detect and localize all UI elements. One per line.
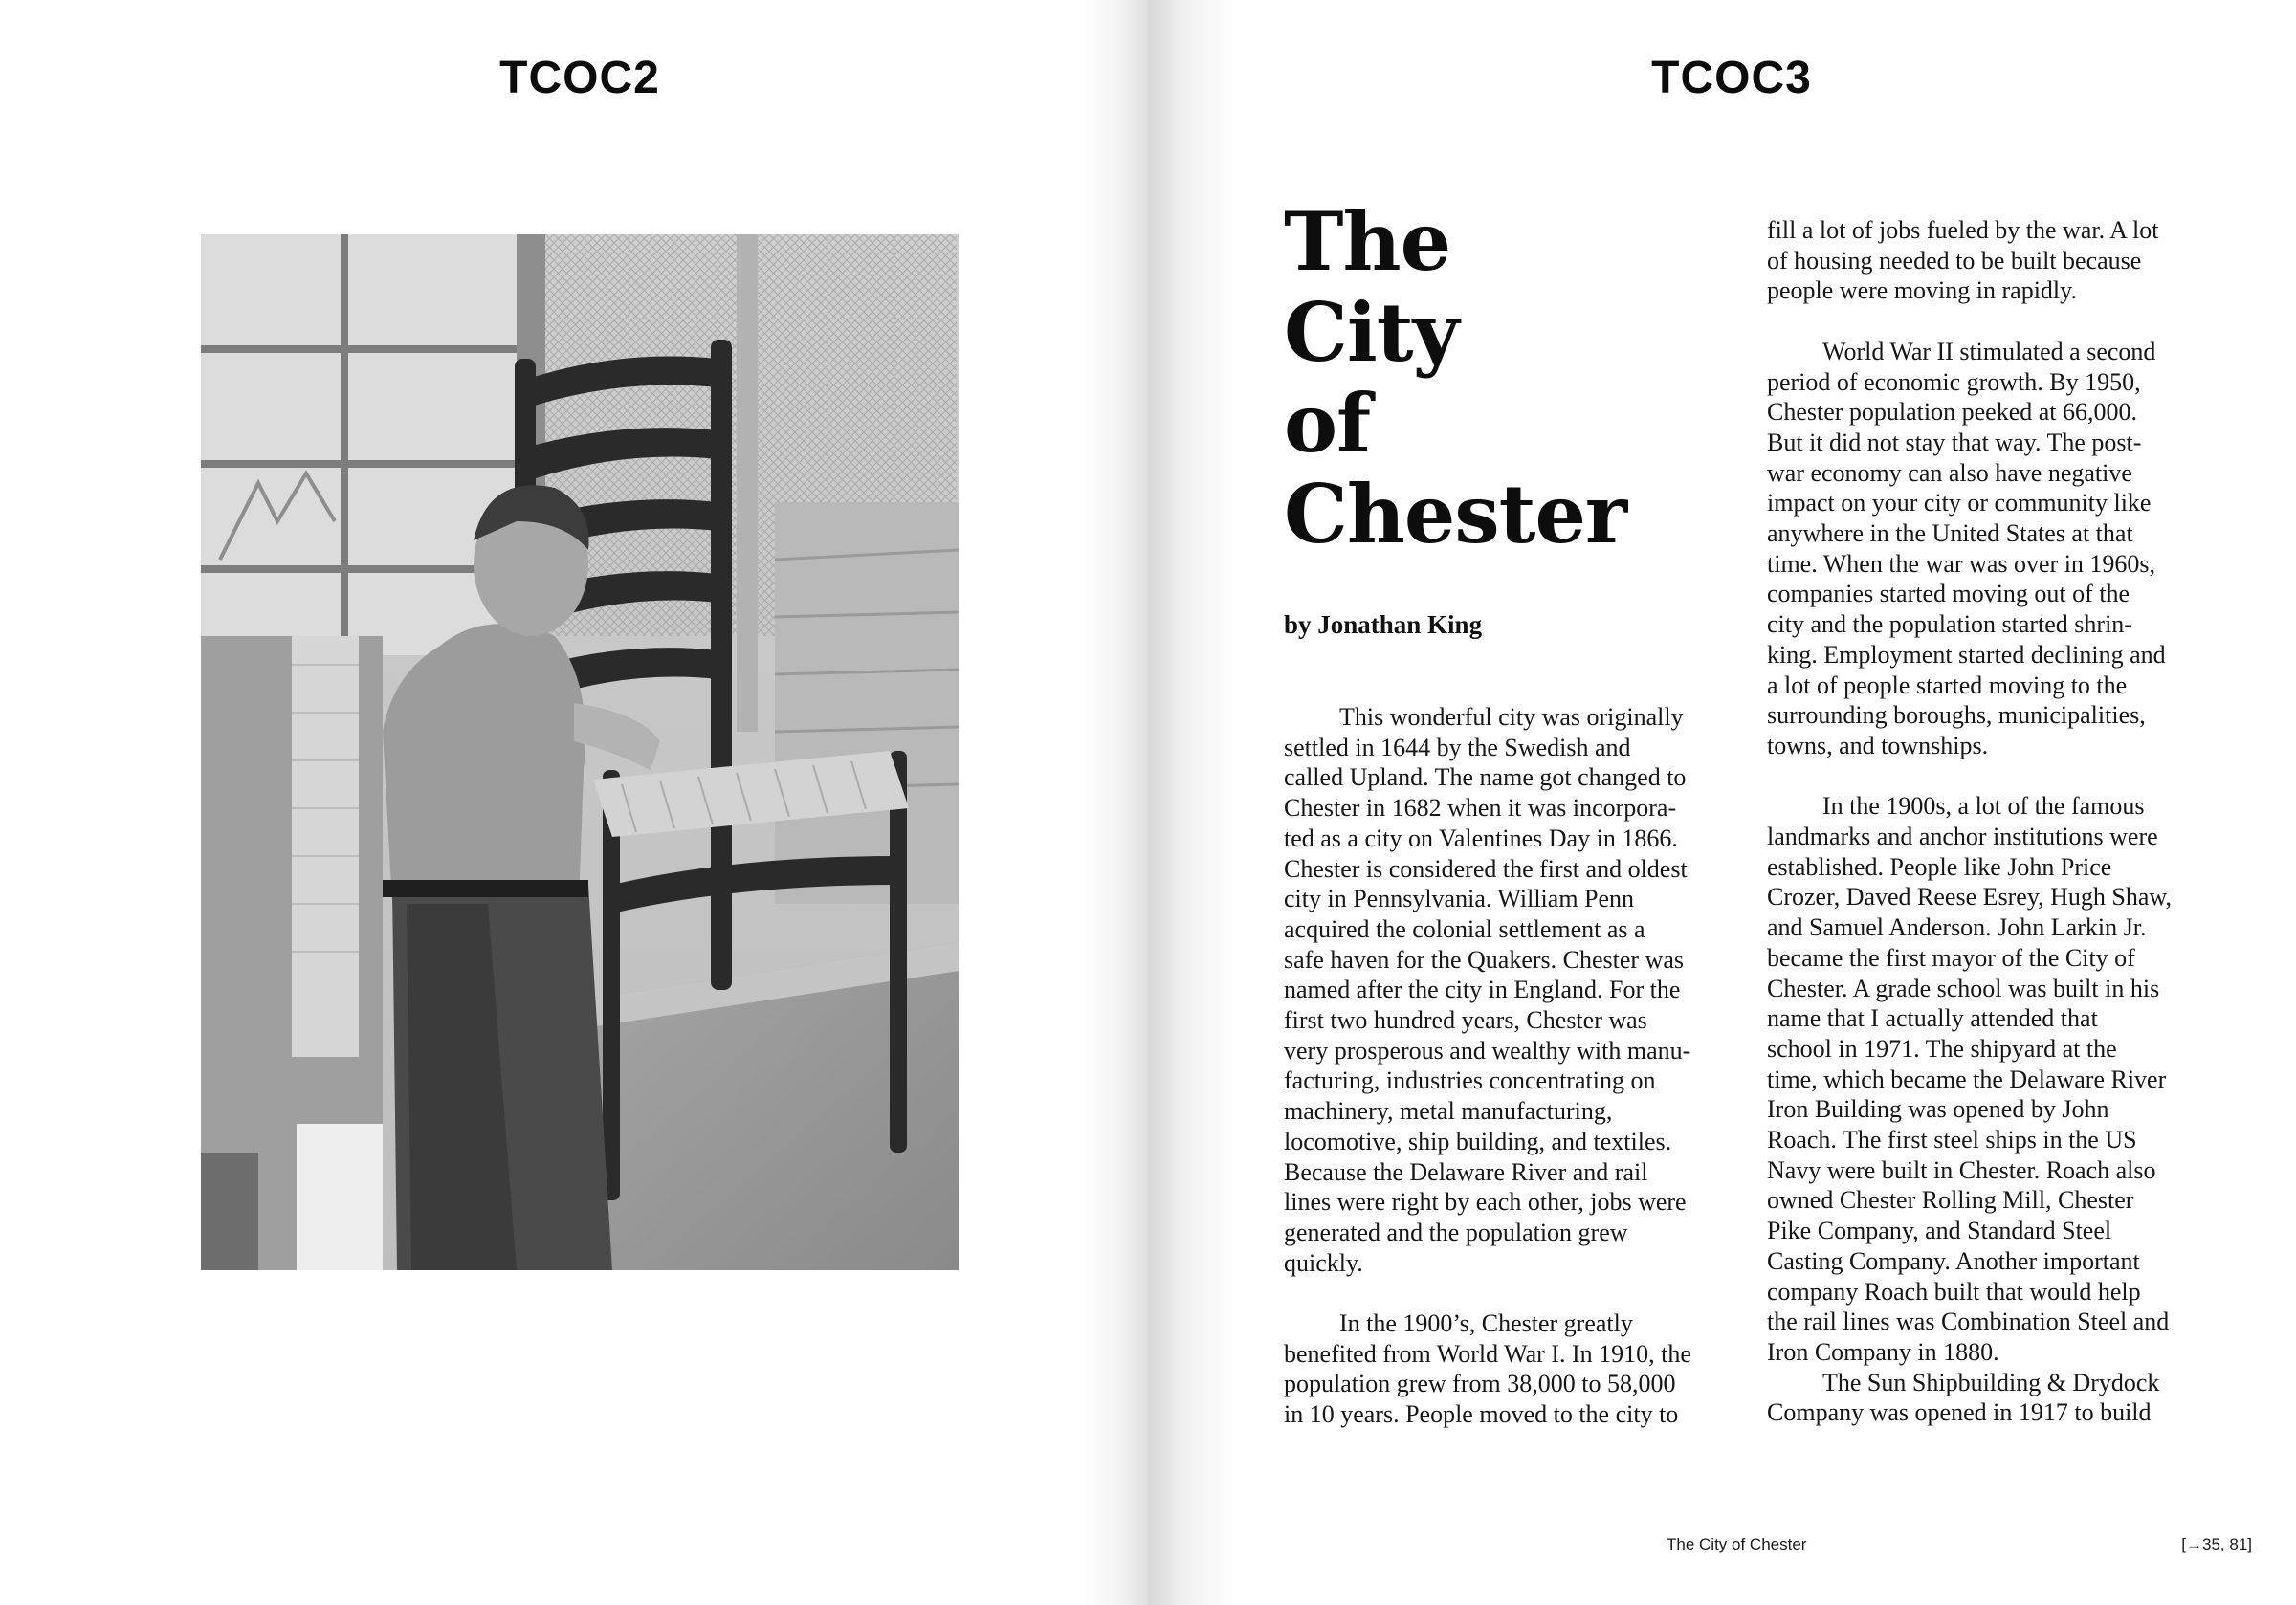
title-line: Chester [1284, 467, 1627, 561]
paragraph: In the 1900’s, Chester greatly benefited from World War I. In 1910, the population grew from 38,000 to 58,000 in 10 years. People moved to the city to [1284, 1309, 1691, 1429]
title-line: The [1284, 194, 1451, 289]
paragraph: In the 1900s, a lot of the famous landmarks and anchor institutions were established. People like John Price Crozer, Daved Reese Esrey, Hugh Shaw, and Samuel Anderson. John Larkin Jr. became the first mayor of the City of Chester. A grade school was built in his name that I actually attended that school in 1971. The shipyard at the time, which became the Delaware River Iron Building was opened by John Roach. The first steel ships in the US Navy were built in Chester. Roach also owned Chester Rolling Mill, Chester Pike Company, and Standard Steel Casting Company. Another important company Roach built that would help the rail lines was Combination Steel and Iron Company in 1880. [1767, 792, 2173, 1366]
article-title [1284, 196, 1686, 560]
right-page-tag: TCOC3 [1651, 53, 1812, 103]
title-line: of [1284, 376, 1371, 471]
body-column-2 [1767, 215, 2207, 1428]
photo-man-weaving-chair-seat [201, 234, 959, 1270]
body-column-1 [1284, 702, 1724, 1430]
page-reference: [→35, 81] [2181, 1535, 2252, 1553]
paragraph: fill a lot of jobs fueled by the war. A lot of housing needed to be built because people were moving in rapidly. [1767, 216, 2159, 305]
running-footer-title: The City of Chester [1667, 1535, 1807, 1553]
paragraph: World War II stimulated a second period of economic growth. By 1950, Chester population peeked at 66,000. But it did not stay that way. The post- war economy can also have negative impact on your city or community like anywhere in the United States at that time. When the war was over in 1960s, companies started moving out of the city and the population started shrin- king. Employment started declining and a lot of people started moving to the surrounding boroughs, municipalities, towns, and townships. [1767, 337, 2166, 759]
paragraph: The Sun Shipbuilding & Drydock Company was opened in 1917 to build [1767, 1368, 2160, 1427]
photo-illustration [201, 234, 959, 1270]
byline: by Jonathan King [1284, 610, 1483, 639]
left-page-tag: TCOC2 [499, 53, 660, 103]
title-line: City [1284, 285, 1459, 380]
paragraph: This wonderful city was originally settled in 1644 by the Swedish and called Upland. The name got changed to Chester in 1682 when it was incorpora- ted as a city on Valentines Day in 1866. Chester is considered the first and oldest city in Pennsylvania. William Penn acquired the colonial settlement as a safe haven for the Quakers. Chester was named after the city in England. For the first two hundred years, Chester was very prosperous and wealthy with manu- facturing, industries concentrating on machinery, metal manufacturing, locomotive, ship building, and textiles. Because the Delaware River and rail lines were right by each other, jobs were generated and the population grew quickly. [1284, 703, 1691, 1277]
